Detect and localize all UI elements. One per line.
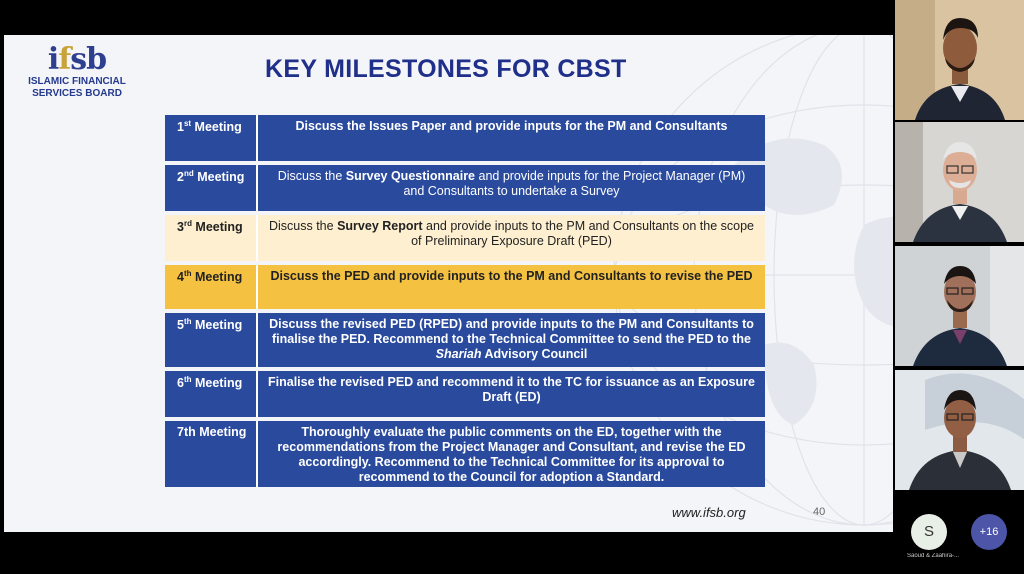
description-text: Discuss the — [268, 219, 338, 233]
participant-video-3[interactable] — [895, 246, 1024, 366]
meeting-word: Meeting — [191, 376, 243, 391]
description-text: Discuss the revised PED (RPED) and provide inputs to the PM and Consultants to finalise the PED. Recommend to the Technical Committee to send the PED to the — [269, 317, 754, 346]
description-text: Finalise the revised PED and recommend it to the TC for issuance as an Exposure Draft (ED) — [268, 375, 755, 404]
meeting-ordinal-suffix: st — [183, 119, 192, 128]
participant-avatar-name: Saoud & Zaahira-... — [907, 553, 960, 559]
milestone-meeting-label — [165, 421, 258, 487]
milestone-row — [165, 421, 765, 487]
description-text: Shariah — [435, 347, 482, 361]
milestones-table — [165, 115, 765, 491]
slide-page-number: 40 — [813, 506, 826, 518]
website-label: www.ifsb.org — [672, 505, 746, 520]
logo-mark: ifsb — [47, 42, 107, 77]
meeting-number: 3 — [177, 220, 184, 235]
participant-video-1[interactable] — [895, 0, 1024, 120]
description-text: Discuss the — [277, 169, 346, 183]
meeting-number: 2 — [177, 170, 184, 185]
milestone-row — [165, 265, 765, 309]
milestone-meeting-label — [165, 371, 258, 417]
milestone-row — [165, 313, 765, 367]
slide-title: KEY MILESTONES FOR CBST — [265, 55, 627, 83]
milestone-meeting-label — [165, 215, 258, 261]
meeting-ordinal-suffix: rd — [183, 219, 192, 228]
meeting-word: Meeting — [193, 170, 245, 185]
meeting-word: Meeting — [191, 270, 243, 285]
meeting-number: 6 — [177, 376, 184, 391]
participant-video-4[interactable] — [895, 370, 1024, 490]
milestone-description — [258, 421, 765, 487]
milestone-meeting-label — [165, 265, 258, 309]
participant-3-video-frame — [895, 246, 1024, 366]
milestone-meeting-label — [165, 313, 258, 367]
milestone-description — [258, 215, 765, 261]
meeting-ordinal-suffix: nd — [183, 169, 194, 178]
logo-name-line1: ISLAMIC FINANCIAL — [28, 76, 126, 87]
description-text: Survey Report — [337, 219, 423, 233]
shared-screen-slide — [4, 35, 893, 532]
description-text: Advisory Council — [481, 347, 588, 361]
milestone-row — [165, 165, 765, 211]
milestone-meeting-label — [165, 115, 258, 161]
milestone-description — [258, 265, 765, 309]
milestone-description — [258, 313, 765, 367]
milestone-row — [165, 215, 765, 261]
description-text: Discuss the Issues Paper and provide inputs for the PM and Consultants — [295, 119, 728, 133]
meeting-word: Meeting — [191, 220, 243, 235]
milestone-description — [258, 115, 765, 161]
logo-name-line2: SERVICES BOARD — [32, 88, 122, 99]
meeting-word: Meeting — [191, 318, 243, 333]
milestone-description — [258, 371, 765, 417]
participant-2-video-frame — [895, 122, 1024, 242]
description-text: Thoroughly evaluate the public comments on the ED, together with the recommendations from the Project Manager and Consultant, and revise the ED accordingly. Recommend to the Technical Committee for its approval to recommend to the Council for adoption a Standard. — [277, 425, 746, 484]
description-text: and provide inputs to the PM and Consultants on the scope of Preliminary Exposure Draft (PED) — [411, 219, 754, 248]
participant-video-2[interactable] — [895, 122, 1024, 242]
description-text: Survey Questionnaire — [345, 169, 476, 183]
milestone-description — [258, 165, 765, 211]
participant-1-video-frame — [895, 0, 1024, 120]
meeting-word: Meeting — [195, 425, 247, 439]
meeting-number: 4 — [177, 270, 184, 285]
description-text: Discuss the PED and provide inputs to the PM and Consultants to revise the PED — [270, 269, 753, 283]
participant-4-video-frame — [895, 370, 1024, 490]
milestone-row — [165, 115, 765, 161]
milestone-meeting-label — [165, 165, 258, 211]
meeting-number: 5 — [177, 318, 184, 333]
meeting-ordinal-suffix: th — [183, 269, 192, 278]
description-text: and provide inputs for the Project Manager (PM) and Consultants to undertake a Survey — [403, 169, 746, 198]
meeting-number: 7th — [177, 425, 196, 439]
meeting-ordinal-suffix: th — [183, 317, 192, 326]
meeting-number: 1 — [177, 120, 184, 135]
milestone-row — [165, 371, 765, 417]
participant-avatar[interactable]: S — [911, 514, 947, 550]
meeting-word: Meeting — [191, 120, 242, 135]
meeting-ordinal-suffix: th — [183, 375, 192, 384]
ifsb-logo — [22, 42, 132, 99]
more-participants-button[interactable]: +16 — [971, 514, 1007, 550]
